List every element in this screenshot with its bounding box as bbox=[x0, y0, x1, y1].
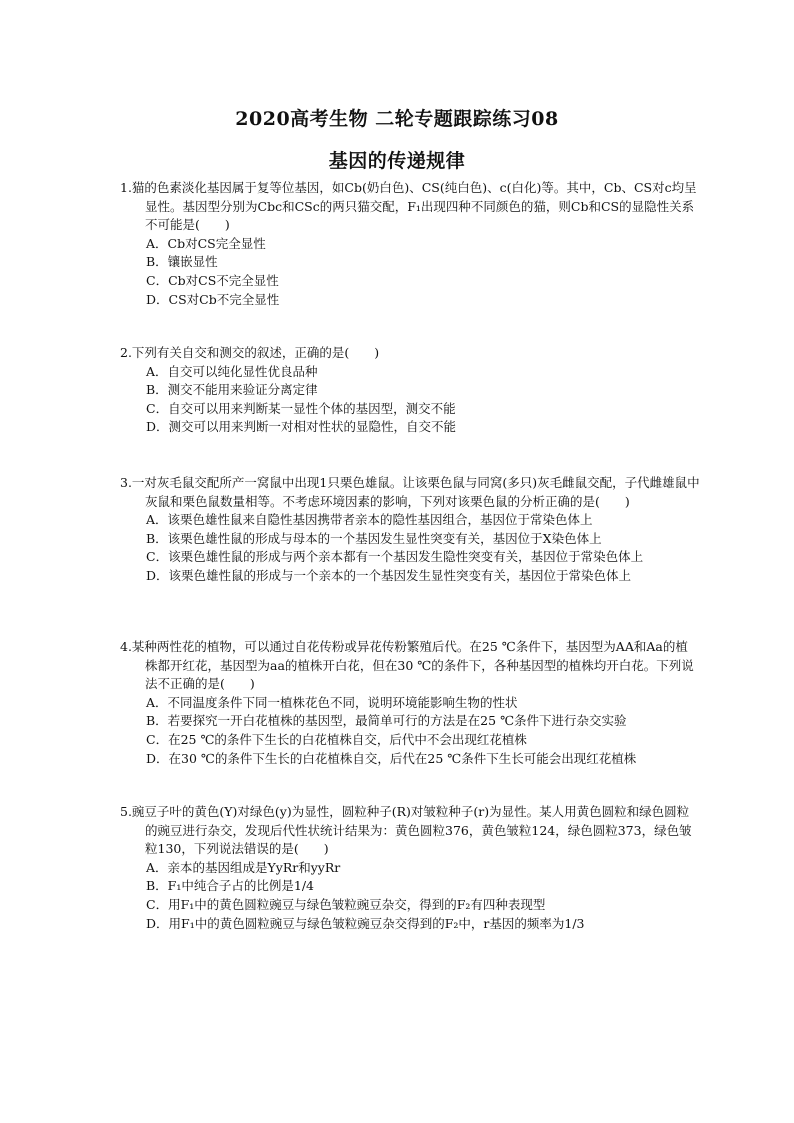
option-b: B．镶嵌显性 bbox=[146, 254, 218, 270]
option-d: D．测交可以用来判断一对相对性状的显隐性，自交不能 bbox=[146, 419, 457, 435]
option-d: D．用F₁中的黄色圆粒豌豆与绿色皱粒豌豆杂交得到的F₂中，r基因的频率为1/3 bbox=[146, 915, 585, 931]
option-c: C．自交可以用来判断某一显性个体的基因型，测交不能 bbox=[146, 400, 456, 416]
question-2 bbox=[120, 344, 700, 437]
option-a: A．不同温度条件下同一植株花色不同，说明环境能影响生物的性状 bbox=[146, 694, 518, 710]
option-a: A．亲本的基因组成是YyRr和yyRr bbox=[146, 859, 341, 875]
question-stem: 5.豌豆子叶的黄色(Y)对绿色(y)为显性，圆粒种子(R)对皱粒种子(r)为显性。某人用黄色圆粒和绿色圆粒的豌豆进行杂交，发现后代性状统计结果为：黄色圆粒376，黄色皱粒124，绿色圆粒373，绿色皱粒130，下列说法错误的是( ) bbox=[120, 804, 692, 857]
option-d: D．该栗色雄性鼠的形成与一个亲本的一个基因发生显性突变有关，基因位于常染色体上 bbox=[146, 567, 632, 583]
option-c: C．在25 ℃的条件下生长的白花植株自交，后代中不会出现红花植株 bbox=[146, 731, 527, 747]
question-stem: 3.一对灰毛鼠交配所产一窝鼠中出现1只栗色雄鼠。让该栗色鼠与同窝(多只)灰毛雌鼠交配，子代雌雄鼠中灰鼠和栗色鼠数量相等。不考虑环境因素的影响，下列对该栗色鼠的分析正确的是( ) bbox=[120, 475, 700, 509]
question-1 bbox=[120, 179, 700, 309]
option-d: D．在30 ℃的条件下生长的白花植株自交，后代在25 ℃条件下生长可能会出现红花植株 bbox=[146, 750, 637, 766]
question-4 bbox=[120, 638, 700, 768]
option-b: B．F₁中纯合子占的比例是1/4 bbox=[146, 878, 314, 894]
option-d: D．CS对Cb不完全显性 bbox=[146, 291, 280, 307]
option-a: A．Cb对CS完全显性 bbox=[146, 235, 266, 251]
option-b: B．若要探究一开白花植株的基因型，最简单可行的方法是在25 ℃条件下进行杂交实验 bbox=[146, 713, 627, 729]
option-c: C．用F₁中的黄色圆粒豌豆与绿色皱粒豌豆杂交，得到的F₂有四种表现型 bbox=[146, 896, 546, 912]
option-c: C．Cb对CS不完全显性 bbox=[146, 272, 279, 288]
question-stem: 1.猫的色素淡化基因属于复等位基因，如Cb(奶白色)、CS(纯白色)、c(白化)等。其中，Cb、CS对c均呈显性。基因型分别为Cbc和CSc的两只猫交配，F₁出现四种不同颜色的猫，则Cb和CS的显隐性关系不可能是( ) bbox=[120, 180, 697, 233]
option-b: B．该栗色雄性鼠的形成与母本的一个基因发生显性突变有关，基因位于X染色体上 bbox=[146, 530, 602, 546]
option-b: B．测交不能用来验证分离定律 bbox=[146, 382, 318, 398]
question-stem: 4.某种两性花的植物，可以通过自花传粉或异花传粉繁殖后代。在25 ℃条件下，基因型为AA和Aa的植株都开红花，基因型为aa的植株开白花，但在30 ℃的条件下，各种基因型的植株均开白花。下列说法不正确的是( ) bbox=[120, 639, 694, 692]
question-stem: 2.下列有关自交和测交的叙述，正确的是( ) bbox=[120, 345, 380, 360]
document-title: 2020高考生物 二轮专题跟踪练习08 bbox=[235, 108, 559, 130]
option-a: A．自交可以纯化显性优良品种 bbox=[146, 363, 318, 379]
question-5 bbox=[120, 803, 700, 933]
document-subtitle: 基因的传递规律 bbox=[328, 150, 466, 172]
question-3 bbox=[120, 474, 700, 586]
option-a: A．该栗色雄性鼠来自隐性基因携带者亲本的隐性基因组合，基因位于常染色体上 bbox=[146, 512, 593, 528]
option-c: C．该栗色雄性鼠的形成与两个亲本都有一个基因发生隐性突变有关，基因位于常染色体上 bbox=[146, 549, 644, 565]
